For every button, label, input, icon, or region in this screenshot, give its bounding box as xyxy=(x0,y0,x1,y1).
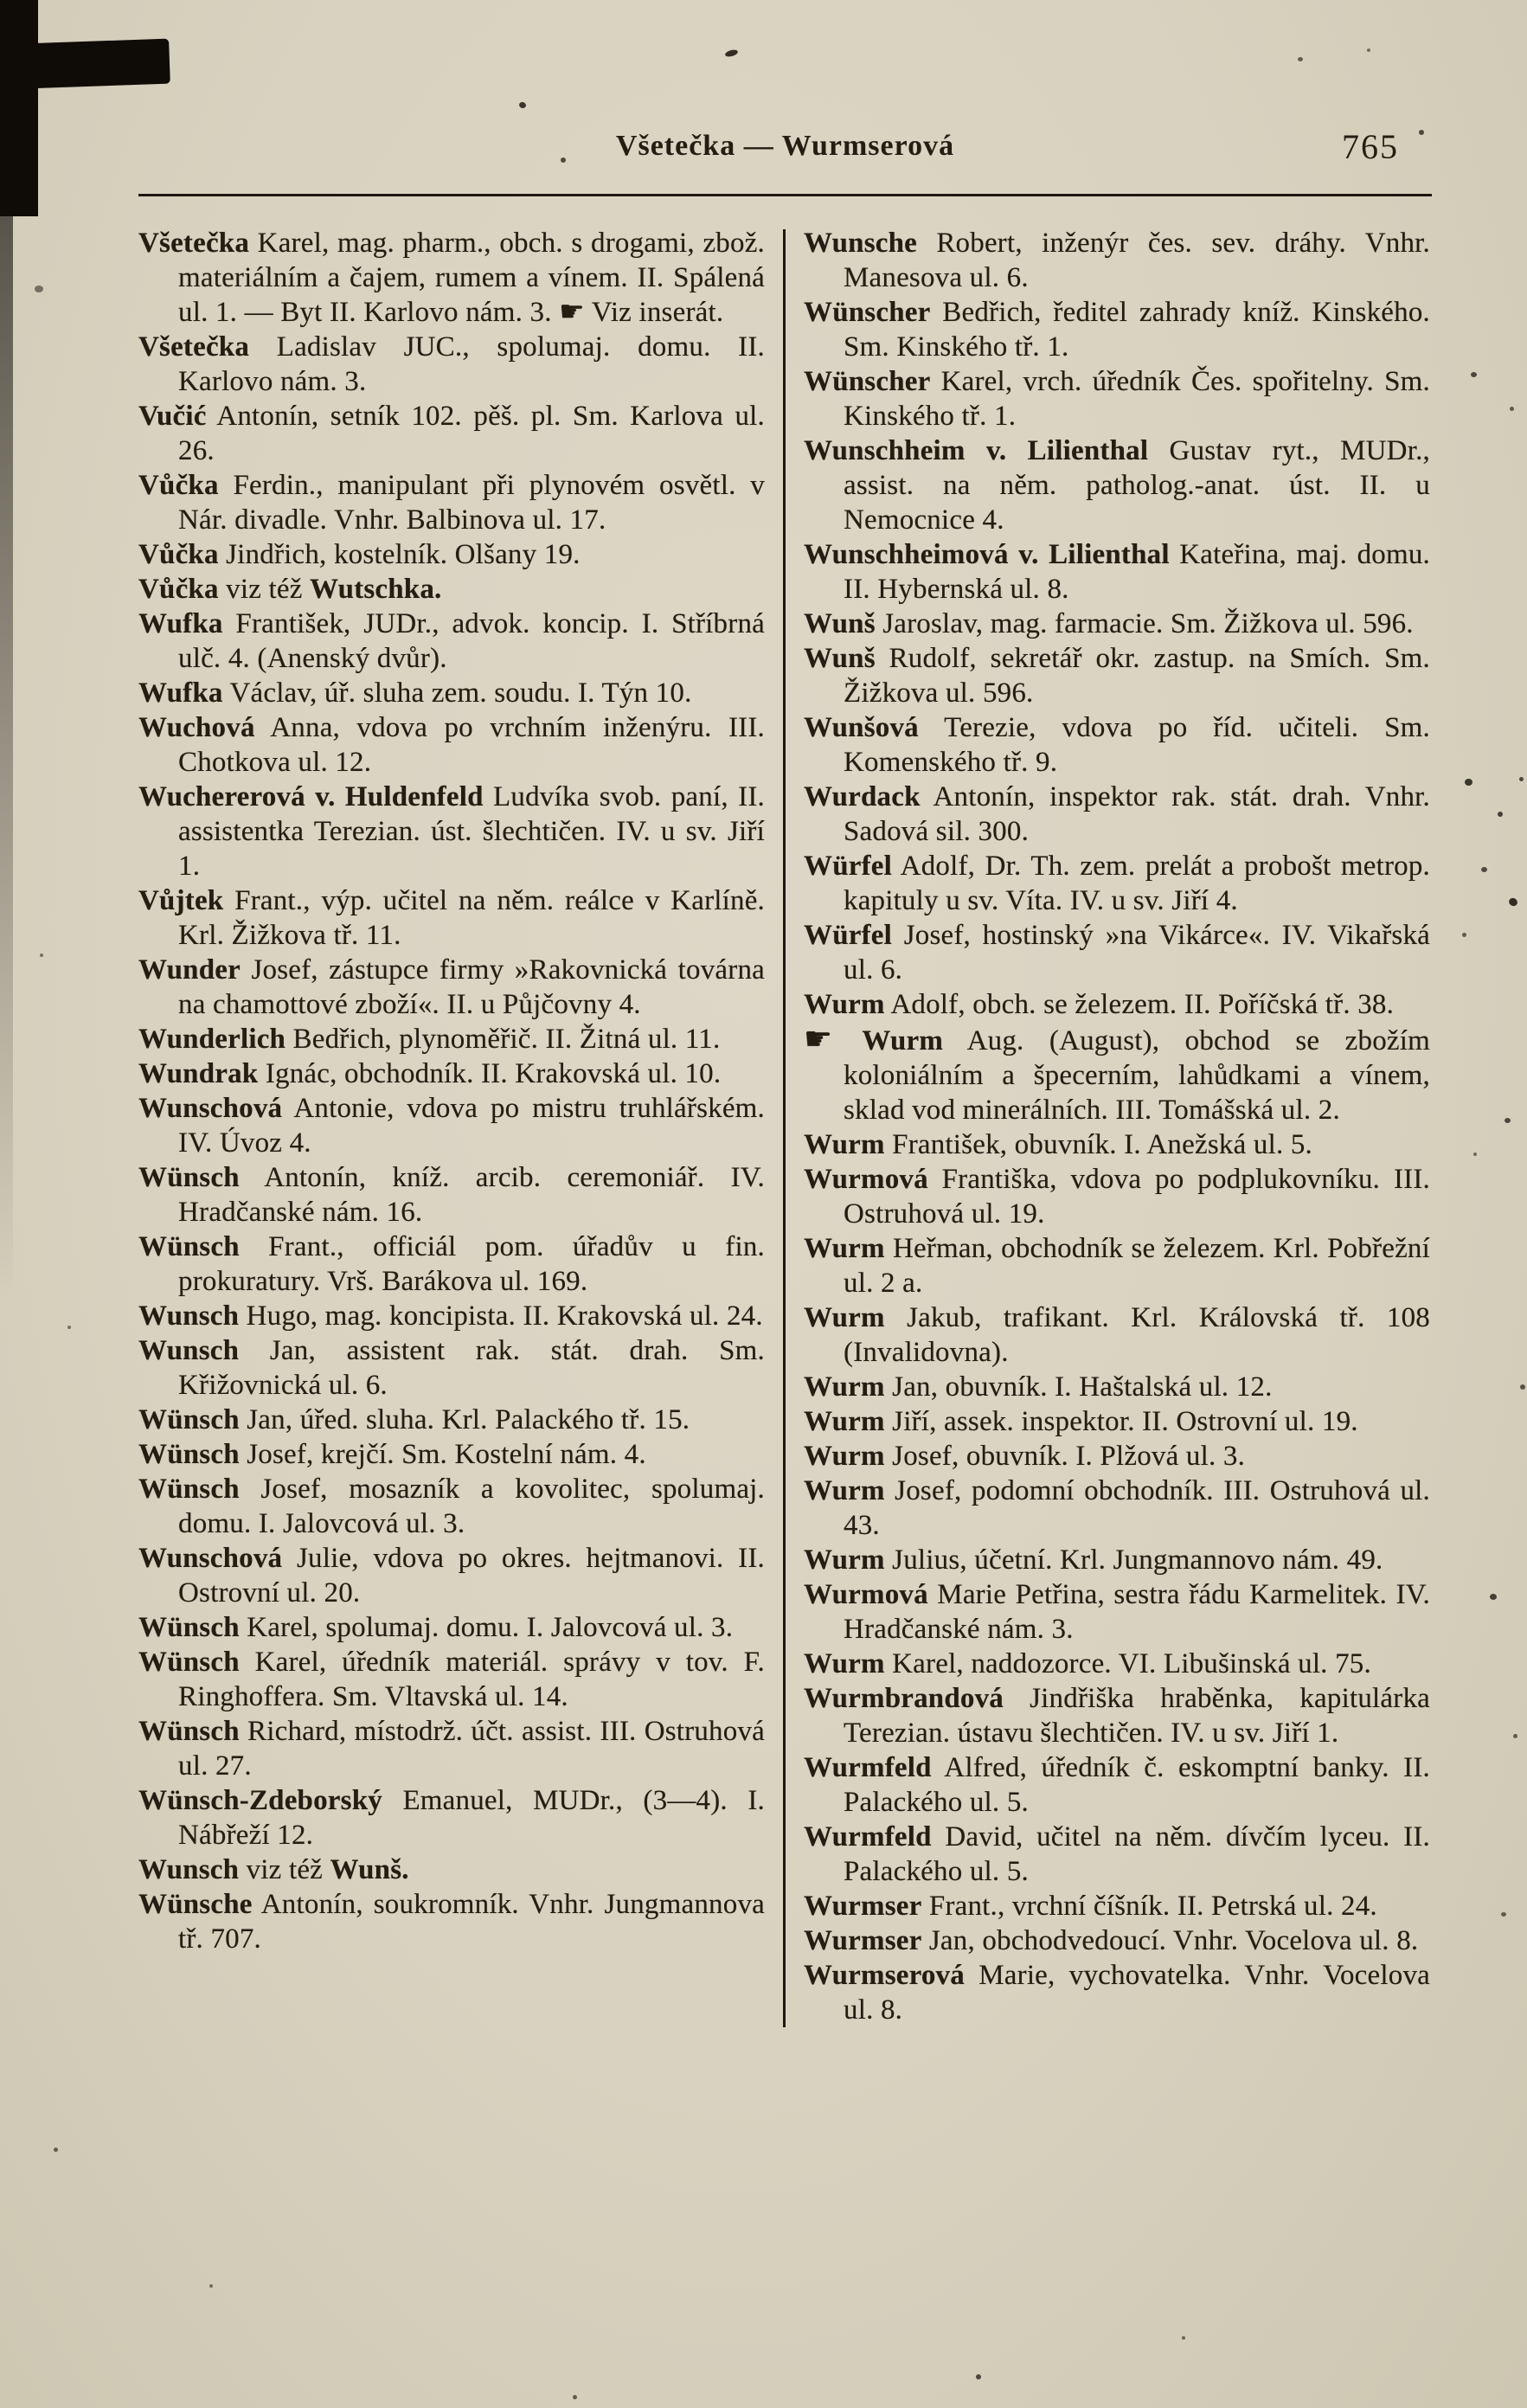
entry-surname: Wurmová xyxy=(804,1164,928,1195)
ink-speck xyxy=(1501,1912,1506,1917)
entry-surname: Wurmová xyxy=(804,1579,928,1610)
entry-text: Robert, inženýr čes. sev. dráhy. Vnhr. Manesova ul. 6. xyxy=(844,228,1430,293)
directory-entry xyxy=(804,710,1430,780)
directory-entry xyxy=(804,1820,1430,1889)
entry-text: Antonie, vdova po mistru truhlářském. IV. Úvoz 4. xyxy=(178,1093,765,1159)
directory-entry xyxy=(804,1231,1430,1300)
entry-surname: Wurm xyxy=(804,989,885,1020)
entry-surname: Wurm xyxy=(804,1129,885,1160)
entry-surname: Würfel xyxy=(804,851,893,882)
entry-text: Václav, úř. sluha zem. soudu. I. Týn 10. xyxy=(222,677,692,709)
directory-entry xyxy=(138,780,765,883)
entry-surname: Wunschheimová v. Lilienthal xyxy=(804,539,1170,570)
entry-text: Bedřich, plynoměřič. II. Žitná ul. 11. xyxy=(286,1024,721,1055)
directory-entry xyxy=(804,780,1430,849)
entry-surname: Všetečka xyxy=(138,331,250,363)
ink-speck xyxy=(35,286,43,292)
entry-surname: Wurm xyxy=(804,1302,885,1333)
entry-text: Ladislav JUC., spolumaj. domu. II. Karlovo nám. 3. xyxy=(178,331,765,397)
directory-entry xyxy=(138,572,765,607)
entry-surname: Wurmser xyxy=(804,1891,922,1922)
ink-speck xyxy=(1498,812,1503,817)
ink-speck xyxy=(1471,372,1477,377)
ink-speck xyxy=(724,48,738,58)
header-rule xyxy=(138,194,1432,196)
directory-entry xyxy=(804,1300,1430,1370)
entry-surname: Wünsch xyxy=(138,1647,240,1678)
entry-surname: Wuchererová v. Huldenfeld xyxy=(138,781,484,812)
entry-surname: Wünsche xyxy=(138,1889,253,1920)
entry-text: Terezie, vdova po říd. učiteli. Sm. Komenského tř. 9. xyxy=(844,712,1430,778)
entry-surname: Wurmfeld xyxy=(804,1752,932,1783)
entry-surname: Wurmbrandová xyxy=(804,1683,1004,1714)
entry-surname: Wufka xyxy=(138,608,223,639)
directory-entry xyxy=(804,849,1430,918)
directory-entry xyxy=(138,1091,765,1160)
entry-surname: Wünsch xyxy=(138,1231,240,1262)
entry-text: Julius, účetní. Krl. Jungmannovo nám. 49. xyxy=(884,1544,1383,1576)
entry-text: Josef, obuvník. I. Plžová ul. 3. xyxy=(884,1441,1246,1472)
entry-surname: Wunš xyxy=(804,643,876,674)
entry-surname: Wurm xyxy=(804,1441,885,1472)
entry-surname: Wunder xyxy=(138,954,241,986)
binding-shadow-mark xyxy=(0,39,170,90)
ink-speck xyxy=(1505,1118,1511,1123)
directory-entry xyxy=(138,468,765,537)
ink-speck xyxy=(1513,1734,1517,1738)
directory-entry xyxy=(138,1472,765,1541)
entry-text: František, obuvník. I. Anežská ul. 5. xyxy=(884,1129,1312,1160)
ink-speck xyxy=(1465,779,1472,786)
ink-speck xyxy=(40,954,43,957)
entry-surname: Vůjtek xyxy=(138,885,224,916)
directory-entry xyxy=(804,1889,1430,1923)
entry-text: Jakub, trafikant. Krl. Královská tř. 108 (Invalidovna). xyxy=(844,1302,1430,1368)
left-column xyxy=(138,226,765,2027)
directory-entry xyxy=(138,537,765,572)
directory-entry xyxy=(138,1333,765,1403)
entry-surname: Wünsch xyxy=(138,1716,240,1747)
directory-entry xyxy=(138,1610,765,1645)
entry-text: Karel, naddozorce. VI. Libušinská ul. 75. xyxy=(884,1648,1371,1679)
entry-surname: Wurm xyxy=(804,1233,885,1264)
directory-entry xyxy=(804,1439,1430,1474)
ink-speck xyxy=(1510,407,1514,411)
entry-text: Karel, spolumaj. domu. I. Jalovcová ul. 3. xyxy=(239,1612,734,1643)
directory-entry xyxy=(804,607,1430,641)
entry-text: Jindřiška hraběnka, kapitulárka Terezian. ústavu šlechtičen. IV. u sv. Jiří 1. xyxy=(844,1683,1430,1749)
directory-entry xyxy=(804,1543,1430,1577)
directory-entry xyxy=(138,1783,765,1853)
entry-surname: Wurdack xyxy=(804,781,921,812)
entry-text: viz též xyxy=(239,1854,330,1885)
directory-entry xyxy=(138,226,765,330)
entry-surname: Wuchová xyxy=(138,712,255,743)
entry-surname: Wurm xyxy=(862,1025,944,1056)
directory-entry xyxy=(804,1958,1430,2027)
entry-surname: Všetečka xyxy=(138,228,250,259)
directory-entry xyxy=(138,1022,765,1056)
directory-entry xyxy=(138,883,765,953)
entry-surname: Wunschheim v. Lilienthal xyxy=(804,435,1149,466)
entry-text: Františka, vdova po podplukovníku. III. Ostruhová ul. 19. xyxy=(844,1164,1430,1230)
entry-crossref-name: Wunš. xyxy=(330,1854,409,1885)
entry-text: David, učitel na něm. dívčím lyceu. II. Palackého ul. 5. xyxy=(844,1821,1430,1887)
ink-speck xyxy=(573,2395,577,2399)
directory-entry xyxy=(138,1437,765,1472)
ink-speck xyxy=(1367,48,1370,52)
directory-entry xyxy=(804,1022,1430,1127)
entry-text: Karel, úředník materiál. správy v tov. F. Ringhoffera. Sm. Vltavská ul. 14. xyxy=(178,1647,765,1712)
directory-entry xyxy=(804,1681,1430,1750)
entry-text: Jan, assistent rak. stát. drah. Sm. Křižovnická ul. 6. xyxy=(178,1335,765,1401)
entry-surname: Wurmfeld xyxy=(804,1821,932,1853)
ink-speck xyxy=(1520,1384,1525,1390)
directory-entry xyxy=(804,987,1430,1022)
directory-entry xyxy=(138,330,765,399)
ink-speck xyxy=(518,101,527,109)
ink-speck xyxy=(1507,896,1518,908)
entry-text: Frant., officiál pom. úřadův u fin. prokuratury. Vrš. Barákova ul. 169. xyxy=(178,1231,765,1297)
entry-text: Antonín, setník 102. pěš. pl. Sm. Karlova ul. 26. xyxy=(178,401,765,466)
entry-text: Josef, krejčí. Sm. Kostelní nám. 4. xyxy=(239,1439,646,1470)
entry-text: Frant., vrchní číšník. II. Petrská ul. 24. xyxy=(921,1891,1377,1922)
ink-speck xyxy=(1481,867,1487,872)
directory-entry xyxy=(804,226,1430,295)
directory-entry xyxy=(138,1645,765,1714)
ink-speck xyxy=(1462,933,1466,937)
directory-entry xyxy=(804,433,1430,537)
entry-text: Antonín, inspektor rak. stát. drah. Vnhr. Sadová sil. 300. xyxy=(844,781,1430,847)
directory-entry xyxy=(804,1127,1430,1162)
entry-surname: Wünscher xyxy=(804,297,931,328)
entry-surname: Wufka xyxy=(138,677,223,709)
directory-entry xyxy=(804,1162,1430,1231)
directory-entry xyxy=(138,1056,765,1091)
directory-entry xyxy=(138,399,765,468)
entry-text: Bedřich, ředitel zahrady kníž. Kinského. Sm. Kinského tř. 1. xyxy=(844,297,1430,363)
entry-text: viz též xyxy=(218,574,311,605)
entry-text: Alfred, úředník č. eskomptní banky. II. Palackého ul. 5. xyxy=(844,1752,1430,1818)
entry-text: Emanuel, MUDr., (3—4). I. Nábřeží 12. xyxy=(178,1785,765,1851)
entry-surname: Wünsch xyxy=(138,1162,240,1193)
directory-entry xyxy=(138,1887,765,1956)
directory-entry xyxy=(138,1541,765,1610)
entry-text: Heřman, obchodník se železem. Krl. Pobřežní ul. 2 a. xyxy=(844,1233,1430,1299)
right-column xyxy=(804,226,1430,2027)
entry-text: Jaroslav, mag. farmacie. Sm. Žižkova ul. 596. xyxy=(875,608,1414,639)
page-number: 765 xyxy=(1342,127,1399,166)
directory-entry xyxy=(138,710,765,780)
entry-text: František, JUDr., advok. koncip. I. Stříbrná ulč. 4. (Anenský dvůr). xyxy=(178,608,765,674)
directory-entry xyxy=(138,1230,765,1299)
entry-text: Kateřina, maj. domu. II. Hybernská ul. 8. xyxy=(844,539,1431,605)
page-edge-shadow xyxy=(0,0,13,1298)
entry-text: Adolf, obch. se železem. II. Poříčská tř. 38. xyxy=(884,989,1395,1020)
entry-text: Gustav ryt., MUDr., assist. na něm. patholog.-anat. úst. II. u Nemocnice 4. xyxy=(844,435,1430,536)
entry-crossref-name: Wutschka. xyxy=(310,574,442,605)
entry-text: Hugo, mag. koncipista. II. Krakovská ul. 24. xyxy=(239,1300,763,1332)
directory-entry xyxy=(138,676,765,710)
entry-text: Jan, úřed. sluha. Krl. Palackého tř. 15. xyxy=(239,1404,690,1435)
entry-text: Josef, zástupce firmy »Rakovnická továrna na chamottové zboží«. II. u Půjčovny 4. xyxy=(178,954,765,1020)
directory-entry xyxy=(138,1853,765,1887)
entry-surname: Wünscher xyxy=(804,366,931,397)
entry-text: Julie, vdova po okres. hejtmanovi. II. Ostrovní ul. 20. xyxy=(178,1543,765,1609)
entry-text: Ferdin., manipulant při plynovém osvětl. v Nár. divadle. Vnhr. Balbinova ul. 17. xyxy=(178,470,765,536)
entry-text: Rudolf, sekretář okr. zastup. na Smích. Sm. Žižkova ul. 596. xyxy=(844,643,1430,709)
entry-text: Aug. (August), obchod se zbožím koloniálním a špecerním, lahůdkami a vínem, sklad vod minerálních. III. Tomášská ul. 2. xyxy=(844,1025,1430,1126)
entry-surname: Vučić xyxy=(138,401,207,432)
directory-entry xyxy=(804,1370,1430,1404)
running-title: Všetečka — Wurmserová xyxy=(615,130,955,162)
entry-surname: Wunderlich xyxy=(138,1024,286,1055)
entry-surname: Wünsch xyxy=(138,1474,240,1505)
directory-entry xyxy=(804,537,1430,607)
entry-surname: Wurmser xyxy=(804,1925,922,1956)
directory-entry xyxy=(138,1299,765,1333)
directory-entry xyxy=(138,1714,765,1783)
entry-text: Adolf, Dr. Th. zem. prelát a probošt metrop. kapituly u sv. Víta. IV. u sv. Jiří 4. xyxy=(844,851,1430,916)
entry-text: Karel, vrch. úředník Čes. spořitelny. Sm. Kinského tř. 1. xyxy=(844,366,1430,432)
entry-text: Ignác, obchodník. II. Krakovská ul. 10. xyxy=(258,1058,722,1089)
entry-text: Frant., výp. učitel na něm. reálce v Karlíně. Krl. Žižkova tř. 11. xyxy=(178,885,765,951)
entry-text: Ludvíka svob. paní, II. assistentka Terezian. úst. šlechtičen. IV. u sv. Jiří 1. xyxy=(178,781,765,882)
ink-speck xyxy=(1490,1594,1497,1600)
entry-text: Karel, mag. pharm., obch. s drogami, zbož. materiálním a čajem, rumem a vínem. II. Spálená ul. 1. — Byt II. Karlovo nám. 3. ☛ Viz inserát. xyxy=(178,228,765,328)
entry-text: Anna, vdova po vrchním inženýru. III. Chotkova ul. 12. xyxy=(178,712,765,778)
entry-surname: Wurm xyxy=(804,1544,885,1576)
entry-surname: Wurmserová xyxy=(804,1960,965,1991)
entry-surname: Wunschová xyxy=(138,1093,283,1124)
entry-surname: Wurm xyxy=(804,1406,885,1437)
column-divider xyxy=(783,229,786,2027)
entry-surname: Wunšová xyxy=(804,712,919,743)
ink-speck xyxy=(1519,777,1524,781)
directory-entry xyxy=(804,1647,1430,1681)
directory-entry xyxy=(138,1403,765,1437)
entry-surname: Wurm xyxy=(804,1648,885,1679)
directory-entry xyxy=(138,607,765,676)
entry-surname: Wunsch xyxy=(138,1300,240,1332)
entry-text: Antonín, kníž. arcib. ceremoniář. IV. Hradčanské nám. 16. xyxy=(178,1162,765,1228)
entry-surname: Wünsch-Zdeborský xyxy=(138,1785,382,1816)
entry-text: Marie, vychovatelka. Vnhr. Vocelova ul. 8. xyxy=(844,1960,1430,2026)
ink-speck xyxy=(209,2284,213,2288)
entry-text: Marie Petřina, sestra řádu Karmelitek. IV. Hradčanské nám. 3. xyxy=(844,1579,1430,1645)
entry-surname: Vůčka xyxy=(138,539,219,570)
entry-surname: Wurm xyxy=(804,1371,885,1403)
entry-surname: Wurm xyxy=(804,1475,885,1506)
directory-entry xyxy=(138,953,765,1022)
ink-speck xyxy=(976,2374,981,2379)
entry-surname: Vůčka xyxy=(138,574,219,605)
entry-surname: Wünsch xyxy=(138,1439,240,1470)
entry-text: Jan, obchodvedoucí. Vnhr. Vocelova ul. 8. xyxy=(921,1925,1419,1956)
entry-text: Josef, podomní obchodník. III. Ostruhová ul. 43. xyxy=(844,1475,1430,1541)
directory-entry xyxy=(804,1404,1430,1439)
entry-text: Jan, obuvník. I. Haštalská ul. 12. xyxy=(884,1371,1273,1403)
directory-entry xyxy=(804,1474,1430,1543)
entry-surname: Wundrak xyxy=(138,1058,259,1089)
directory-entry xyxy=(804,918,1430,987)
directory-columns xyxy=(138,226,1432,2027)
entry-surname: Wunschová xyxy=(138,1543,283,1574)
entry-text: Antonín, soukromník. Vnhr. Jungmannova tř. 707. xyxy=(178,1889,765,1955)
pointing-hand-icon: ☛ xyxy=(804,1020,863,1057)
directory-entry xyxy=(804,1923,1430,1958)
entry-text: Josef, mosazník a kovolitec, spolumaj. domu. I. Jalovcová ul. 3. xyxy=(178,1474,765,1539)
directory-entry xyxy=(804,1577,1430,1647)
entry-surname: Wünsch xyxy=(138,1612,240,1643)
entry-text: Richard, místodrž. účt. assist. III. Ostruhová ul. 27. xyxy=(178,1716,765,1782)
directory-entry xyxy=(804,295,1430,364)
ink-speck xyxy=(67,1326,71,1329)
directory-entry xyxy=(804,1750,1430,1820)
entry-text: Jiří, assek. inspektor. II. Ostrovní ul. 19. xyxy=(884,1406,1358,1437)
entry-surname: Wunsche xyxy=(804,228,917,259)
directory-entry xyxy=(138,1160,765,1230)
ink-speck xyxy=(1473,1153,1477,1156)
entry-surname: Vůčka xyxy=(138,470,219,501)
directory-entry xyxy=(804,641,1430,710)
ink-speck xyxy=(1298,57,1303,61)
entry-surname: Wünsch xyxy=(138,1404,240,1435)
entry-surname: Wunsch xyxy=(138,1335,240,1366)
ink-speck xyxy=(1182,2336,1185,2340)
ink-speck xyxy=(54,2148,58,2152)
entry-surname: Würfel xyxy=(804,920,893,951)
entry-surname: Wunš xyxy=(804,608,876,639)
directory-entry xyxy=(804,364,1430,433)
entry-surname: Wunsch xyxy=(138,1854,240,1885)
entry-text: Josef, hostinský »na Vikárce«. IV. Vikařská ul. 6. xyxy=(844,920,1430,986)
page-header xyxy=(138,127,1432,178)
entry-text: Jindřich, kostelník. Olšany 19. xyxy=(218,539,581,570)
